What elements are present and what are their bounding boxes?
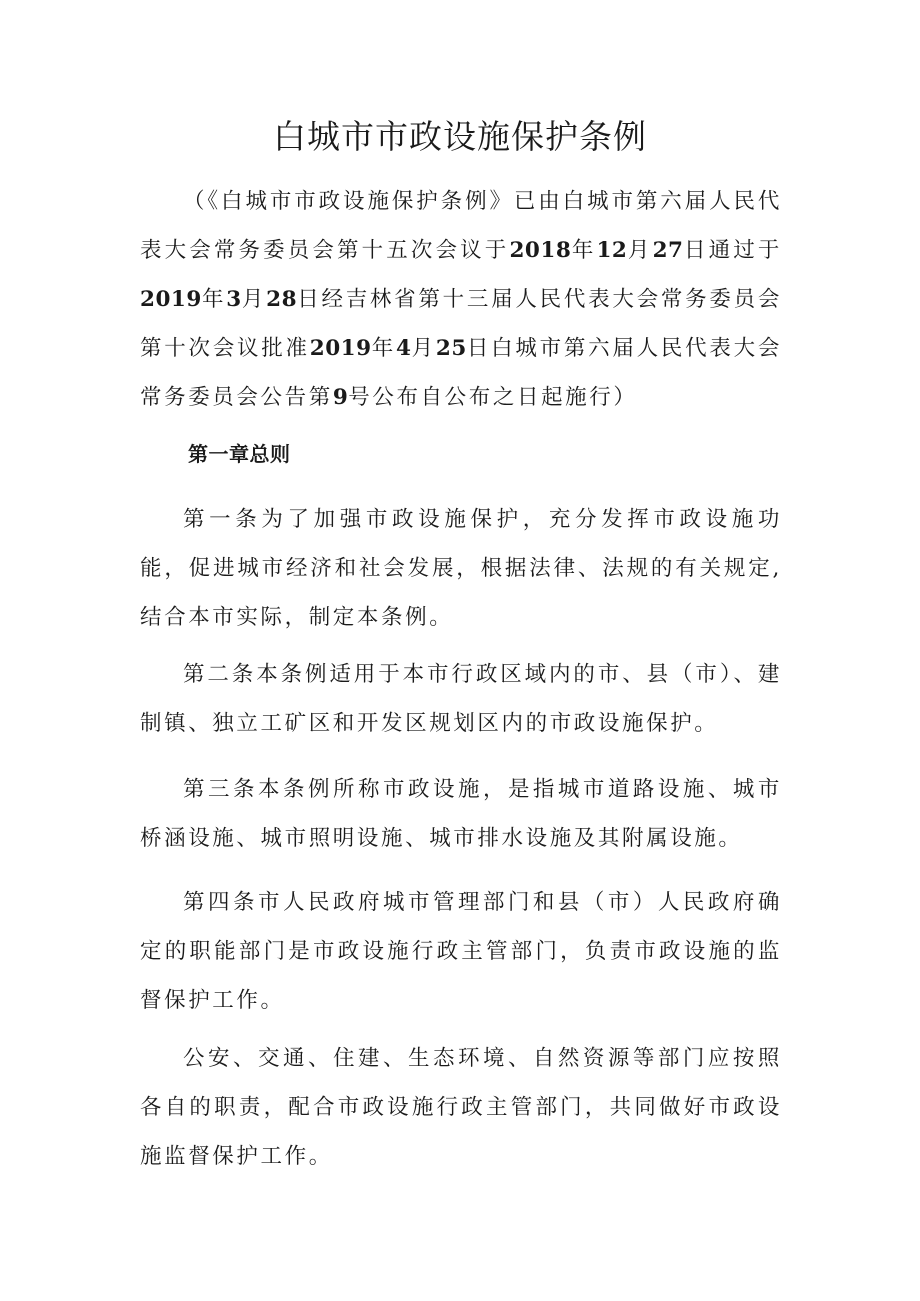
- preamble-number: 9: [332, 385, 349, 410]
- preamble-number: 25: [435, 336, 467, 361]
- preamble-text: 年: [571, 238, 597, 263]
- article-4-supplement-paragraph: 公安、交通、住建、生态环境、自然资源等部门应按照各自的职责，配合市政设施行政主管部门，共同做好市政设施监督保护工作。: [140, 1046, 782, 1169]
- preamble-number: 2019: [140, 287, 202, 312]
- preamble-number: 3: [226, 287, 242, 312]
- chapter-heading: 第一章总则: [188, 442, 291, 466]
- preamble-text: 年: [201, 287, 227, 312]
- preamble-paragraph: [140, 177, 782, 422]
- article-3-paragraph: 第三条本条例所称市政设施，是指城市道路设施、城市桥涵设施、城市照明设施、城市排水设施及其附属设施。: [140, 777, 782, 851]
- preamble-text: 日经吉林省第十三届人民代表大会常务委员会第十次会议批准: [140, 287, 782, 361]
- preamble-number: 27: [652, 238, 684, 263]
- preamble-number: 2018: [509, 238, 572, 263]
- preamble-text: 日白城市第六届人民代表大会常务委员会公告第: [140, 336, 782, 410]
- preamble-text: 月: [627, 238, 653, 263]
- preamble-number: 2019: [309, 336, 372, 361]
- preamble-number: 28: [266, 287, 298, 312]
- preamble-text: 日通过于: [683, 238, 783, 263]
- preamble-text: （《白城市市政设施保护条例》已由白城市第六届人民代表大会常务委员会第十五次会议于: [140, 189, 782, 263]
- preamble-text: 年: [371, 336, 396, 361]
- document-title: 白城市市政设施保护条例: [273, 117, 647, 156]
- article-2-paragraph: 第二条本条例适用于本市行政区域内的市、县（市）、建制镇、独立工矿区和开发区规划区内的市政设施保护。: [140, 662, 782, 736]
- preamble-text: 号公布自公布之日起施行）: [348, 385, 638, 410]
- article-4-paragraph: 第四条市人民政府城市管理部门和县（市）人民政府确定的职能部门是市政设施行政主管部门，负责市政设施的监督保护工作。: [140, 890, 782, 1013]
- preamble-text: 月: [411, 336, 436, 361]
- preamble-number: 4: [395, 336, 412, 361]
- preamble-text: 月: [241, 287, 267, 312]
- article-1-paragraph: 第一条为了加强市政设施保护，充分发挥市政设施功能，促进城市经济和社会发展，根据法律、法规的有关规定,结合本市实际，制定本条例。: [140, 507, 782, 630]
- preamble-number: 12: [596, 238, 628, 263]
